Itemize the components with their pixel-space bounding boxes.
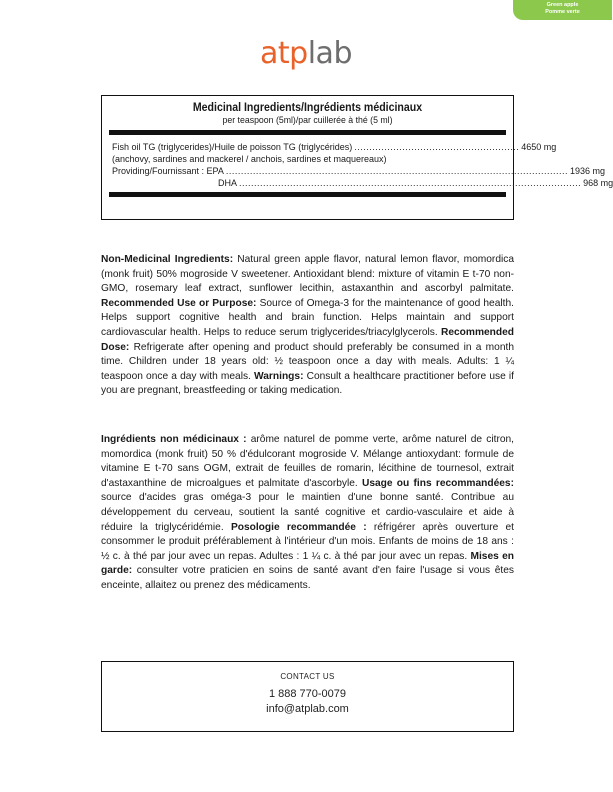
panel-title: Medicinal Ingredients/Ingrédients médicinaux xyxy=(192,102,423,114)
flavor-badge xyxy=(513,0,612,20)
panel-subtitle: per teaspoon (5ml)/par cuillerée à thé (5 ml) xyxy=(222,115,393,126)
dose-heading-en: Recommended Dose: xyxy=(101,326,514,353)
ingredient-value: 1936 mg xyxy=(569,166,605,176)
warnings-text-en: Consult a healthcare practitioner before use if you are pregnant, breastfeeding or taking medication. xyxy=(101,370,514,397)
ingredient-label: Providing/Fournissant : EPA xyxy=(112,166,224,176)
ingredient-label: Fish oil TG (triglycerides)/Huile de poisson TG (triglycérides) xyxy=(112,142,353,152)
ingredient-value: 968 mg xyxy=(583,178,613,188)
use-text-fr: source d'acides gras oméga-3 pour le maintien d'une bonne santé. Contribue au développement du cerveau, soutient la santé cognitive et cardio-vasculaire et aide à réduire la triglycéridémie. xyxy=(101,492,514,533)
brand-logo xyxy=(0,36,612,72)
ingredient-value: 4650 mg xyxy=(521,142,557,152)
contact-phone: 1 888 770-0079 xyxy=(268,688,347,700)
use-heading-en: Recommended Use or Purpose: xyxy=(101,297,257,309)
leader-dots: .................................................................................................................. xyxy=(225,166,568,176)
use-text-en: Source of Omega-3 for the maintenance of good health. Helps support cognitive health and brain function. Helps maintain and support cardiovascular health. Helps to reduce serum triglycerides/triacylglycerols. xyxy=(101,297,514,338)
nmi-heading-en: Non-Medicinal Ingredients: xyxy=(101,254,234,265)
use-heading-fr: Usage ou fins recommandées: xyxy=(361,477,514,489)
ingredient-row-fish-oil xyxy=(112,141,557,153)
dose-text-en: Refrigerate after opening and product should preferably be consumed in a month time. Children under 18 years old: ½ teaspoon once a day with meals. Adults: 1 ¼ teaspoon once a day with meals. xyxy=(101,341,514,382)
warnings-heading-fr: Mises en garde: xyxy=(101,550,514,577)
leader-dots: ....................................................... xyxy=(354,142,520,152)
french-label-text xyxy=(101,433,514,594)
medicinal-ingredients-panel xyxy=(101,95,613,220)
flavor-label-fr: Pomme verte xyxy=(545,8,580,15)
contact-heading: CONTACT US xyxy=(280,672,335,681)
panel-top-rule xyxy=(109,130,506,135)
warnings-text-fr: consulter votre praticien en soins de santé avant d'en faire l'usage si vous êtes enceinte, allaitez ou prenez des médicaments. xyxy=(101,565,514,591)
dose-heading-fr: Posologie recommandée : xyxy=(230,521,367,533)
nmi-text-en: Natural green apple flavor, natural lemon flavor, momordica (monk fruit) 50% mogroside V sweetener. Antioxidant blend: mixture of vitamin E t-70 non-GMO, rosemary leaf extract, sunflower lecithin, astaxanthin and ascorbyl palmitate. xyxy=(101,254,515,295)
warnings-heading-en: Warnings: xyxy=(254,370,304,382)
logo-part-lab: lab xyxy=(307,36,352,71)
english-label-text xyxy=(101,253,514,399)
flavor-label-en: Green apple xyxy=(546,2,579,8)
contact-box xyxy=(101,661,514,732)
leader-dots: .................................................................................................................. xyxy=(239,178,582,188)
ingredient-label: DHA xyxy=(218,178,238,188)
dose-text-fr: réfrigérer après ouverture et consommer le produit préférablement à l'intérieur d'un mois. Enfants de moins de 18 ans : ½ c. à thé par jour avec un repas. Adultes : 1 ¼ c. à thé par jour avec un repas. xyxy=(101,521,515,562)
nmi-text-fr: arôme naturel de pomme verte, arôme naturel de citron, momordica (monk fruit) 50 % d'édulcorant mogroside V. Mélange antioxydant: formule de vitamine E t-70 sans OGM, extrait de feuilles de romarin, lécithine de tournesol, extrait d'astaxanthine de microalgues et palmitate d'ascorbyle. xyxy=(101,434,514,489)
logo-part-atp: atp xyxy=(260,36,308,71)
ingredient-source-note: (anchovy, sardines and mackerel / anchois, sardines et maquereaux) xyxy=(112,154,387,164)
contact-email: info@atplab.com xyxy=(266,703,349,715)
panel-bottom-rule xyxy=(109,192,506,197)
ingredient-rows xyxy=(112,141,613,189)
ingredient-row-epa xyxy=(112,165,605,177)
ingredient-row-dha xyxy=(112,177,613,189)
nmi-heading-fr: Ingrédients non médicinaux : xyxy=(101,434,247,445)
